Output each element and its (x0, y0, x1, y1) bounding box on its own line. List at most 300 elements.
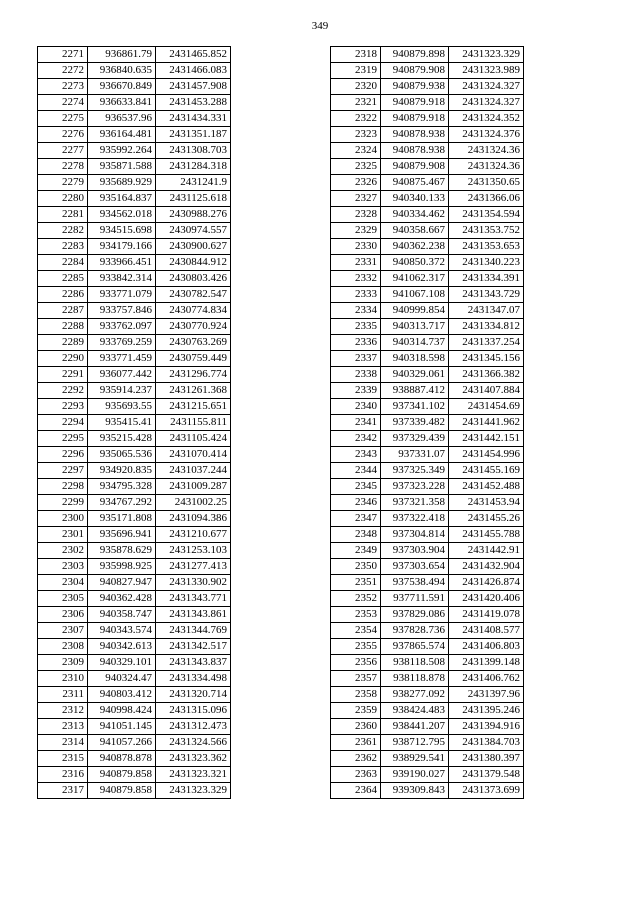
point-number-cell: 2291 (38, 367, 88, 383)
table-row (38, 287, 231, 303)
y-coordinate-cell: 2431334.812 (449, 319, 524, 335)
y-coordinate-cell: 2431261.368 (156, 383, 231, 399)
x-coordinate-cell: 940878.938 (381, 143, 449, 159)
point-number-cell: 2292 (38, 383, 88, 399)
table-row (38, 207, 231, 223)
point-number-cell: 2314 (38, 735, 88, 751)
x-coordinate-cell: 935914.237 (88, 383, 156, 399)
y-coordinate-cell: 2430774.834 (156, 303, 231, 319)
table-row (331, 431, 524, 447)
x-coordinate-cell: 935215.428 (88, 431, 156, 447)
point-number-cell: 2300 (38, 511, 88, 527)
point-number-cell: 2339 (331, 383, 381, 399)
point-number-cell: 2298 (38, 479, 88, 495)
table-row (38, 47, 231, 63)
y-coordinate-cell: 2430770.924 (156, 319, 231, 335)
point-number-cell: 2363 (331, 767, 381, 783)
x-coordinate-cell: 934767.292 (88, 495, 156, 511)
table-row (38, 159, 231, 175)
x-coordinate-cell: 940313.717 (381, 319, 449, 335)
y-coordinate-cell: 2431442.91 (449, 543, 524, 559)
point-number-cell: 2336 (331, 335, 381, 351)
y-coordinate-cell: 2431296.774 (156, 367, 231, 383)
table-row (38, 575, 231, 591)
y-coordinate-cell: 2431324.352 (449, 111, 524, 127)
point-number-cell: 2289 (38, 335, 88, 351)
table-row (38, 751, 231, 767)
point-number-cell: 2332 (331, 271, 381, 287)
x-coordinate-cell: 937828.736 (381, 623, 449, 639)
y-coordinate-cell: 2431343.729 (449, 287, 524, 303)
y-coordinate-cell: 2431324.327 (449, 79, 524, 95)
point-number-cell: 2322 (331, 111, 381, 127)
point-number-cell: 2361 (331, 735, 381, 751)
y-coordinate-cell: 2431454.69 (449, 399, 524, 415)
point-number-cell: 2285 (38, 271, 88, 287)
x-coordinate-cell: 940827.947 (88, 575, 156, 591)
y-coordinate-cell: 2431342.517 (156, 639, 231, 655)
x-coordinate-cell: 935998.925 (88, 559, 156, 575)
y-coordinate-cell: 2431241.9 (156, 175, 231, 191)
table-row (331, 319, 524, 335)
x-coordinate-cell: 936164.481 (88, 127, 156, 143)
y-coordinate-cell: 2430803.426 (156, 271, 231, 287)
x-coordinate-cell: 937331.07 (381, 447, 449, 463)
table-row (38, 511, 231, 527)
table-row (38, 351, 231, 367)
x-coordinate-cell: 937304.814 (381, 527, 449, 543)
point-number-cell: 2271 (38, 47, 88, 63)
point-number-cell: 2345 (331, 479, 381, 495)
y-coordinate-cell: 2431002.25 (156, 495, 231, 511)
point-number-cell: 2343 (331, 447, 381, 463)
table-row (38, 591, 231, 607)
point-number-cell: 2288 (38, 319, 88, 335)
table-row (331, 639, 524, 655)
y-coordinate-cell: 2431384.703 (449, 735, 524, 751)
table-row (38, 239, 231, 255)
y-coordinate-cell: 2431373.699 (449, 783, 524, 799)
x-coordinate-cell: 940362.238 (381, 239, 449, 255)
x-coordinate-cell: 937339.482 (381, 415, 449, 431)
point-number-cell: 2301 (38, 527, 88, 543)
x-coordinate-cell: 937329.439 (381, 431, 449, 447)
point-number-cell: 2349 (331, 543, 381, 559)
x-coordinate-cell: 940999.854 (381, 303, 449, 319)
point-number-cell: 2302 (38, 543, 88, 559)
y-coordinate-cell: 2431009.287 (156, 479, 231, 495)
point-number-cell: 2305 (38, 591, 88, 607)
point-number-cell: 2328 (331, 207, 381, 223)
y-coordinate-cell: 2431408.577 (449, 623, 524, 639)
x-coordinate-cell: 934920.835 (88, 463, 156, 479)
y-coordinate-cell: 2431308.703 (156, 143, 231, 159)
point-number-cell: 2311 (38, 687, 88, 703)
table-row (331, 495, 524, 511)
table-row (38, 415, 231, 431)
y-coordinate-cell: 2431455.26 (449, 511, 524, 527)
point-number-cell: 2304 (38, 575, 88, 591)
table-row (38, 79, 231, 95)
x-coordinate-cell: 937321.358 (381, 495, 449, 511)
x-coordinate-cell: 934179.166 (88, 239, 156, 255)
table-row (331, 127, 524, 143)
point-number-cell: 2357 (331, 671, 381, 687)
y-coordinate-cell: 2430974.557 (156, 223, 231, 239)
y-coordinate-cell: 2430988.276 (156, 207, 231, 223)
y-coordinate-cell: 2431350.65 (449, 175, 524, 191)
x-coordinate-cell: 940324.47 (88, 671, 156, 687)
point-number-cell: 2316 (38, 767, 88, 783)
y-coordinate-cell: 2431125.618 (156, 191, 231, 207)
point-number-cell: 2272 (38, 63, 88, 79)
x-coordinate-cell: 941062.317 (381, 271, 449, 287)
table-body-left (38, 47, 231, 799)
table-row (38, 543, 231, 559)
x-coordinate-cell: 933842.314 (88, 271, 156, 287)
table-row (331, 255, 524, 271)
x-coordinate-cell: 940329.101 (88, 655, 156, 671)
y-coordinate-cell: 2431330.902 (156, 575, 231, 591)
x-coordinate-cell: 934515.698 (88, 223, 156, 239)
y-coordinate-cell: 2431323.989 (449, 63, 524, 79)
y-coordinate-cell: 2431253.103 (156, 543, 231, 559)
x-coordinate-cell: 933762.097 (88, 319, 156, 335)
x-coordinate-cell: 940803.412 (88, 687, 156, 703)
y-coordinate-cell: 2431406.803 (449, 639, 524, 655)
table-row (331, 111, 524, 127)
y-coordinate-cell: 2431320.714 (156, 687, 231, 703)
point-number-cell: 2341 (331, 415, 381, 431)
x-coordinate-cell: 935992.264 (88, 143, 156, 159)
x-coordinate-cell: 940879.858 (88, 783, 156, 799)
y-coordinate-cell: 2431343.771 (156, 591, 231, 607)
point-number-cell: 2281 (38, 207, 88, 223)
x-coordinate-cell: 938118.878 (381, 671, 449, 687)
table-row (331, 399, 524, 415)
x-coordinate-cell: 938441.207 (381, 719, 449, 735)
table-row (38, 255, 231, 271)
x-coordinate-cell: 933757.846 (88, 303, 156, 319)
point-number-cell: 2296 (38, 447, 88, 463)
y-coordinate-cell: 2431466.083 (156, 63, 231, 79)
x-coordinate-cell: 940358.667 (381, 223, 449, 239)
table-row (38, 111, 231, 127)
point-number-cell: 2344 (331, 463, 381, 479)
table-row (38, 527, 231, 543)
table-row (38, 319, 231, 335)
y-coordinate-cell: 2431397.96 (449, 687, 524, 703)
y-coordinate-cell: 2431420.406 (449, 591, 524, 607)
point-number-cell: 2338 (331, 367, 381, 383)
x-coordinate-cell: 941057.266 (88, 735, 156, 751)
point-number-cell: 2303 (38, 559, 88, 575)
point-number-cell: 2283 (38, 239, 88, 255)
point-number-cell: 2279 (38, 175, 88, 191)
point-number-cell: 2278 (38, 159, 88, 175)
point-number-cell: 2318 (331, 47, 381, 63)
table-row (331, 591, 524, 607)
point-number-cell: 2334 (331, 303, 381, 319)
point-number-cell: 2346 (331, 495, 381, 511)
x-coordinate-cell: 940875.467 (381, 175, 449, 191)
y-coordinate-cell: 2431324.376 (449, 127, 524, 143)
table-row (331, 63, 524, 79)
x-coordinate-cell: 937341.102 (381, 399, 449, 415)
y-coordinate-cell: 2431323.321 (156, 767, 231, 783)
table-row (331, 271, 524, 287)
x-coordinate-cell: 937829.086 (381, 607, 449, 623)
point-number-cell: 2320 (331, 79, 381, 95)
x-coordinate-cell: 935693.55 (88, 399, 156, 415)
table-row (38, 335, 231, 351)
table-row (331, 223, 524, 239)
x-coordinate-cell: 934562.018 (88, 207, 156, 223)
table-row (38, 479, 231, 495)
y-coordinate-cell: 2431323.329 (449, 47, 524, 63)
y-coordinate-cell: 2430763.269 (156, 335, 231, 351)
x-coordinate-cell: 940879.898 (381, 47, 449, 63)
x-coordinate-cell: 940850.372 (381, 255, 449, 271)
point-number-cell: 2364 (331, 783, 381, 799)
x-coordinate-cell: 939190.027 (381, 767, 449, 783)
x-coordinate-cell: 938887.412 (381, 383, 449, 399)
y-coordinate-cell: 2431442.151 (449, 431, 524, 447)
x-coordinate-cell: 940879.908 (381, 159, 449, 175)
point-number-cell: 2337 (331, 351, 381, 367)
y-coordinate-cell: 2431419.078 (449, 607, 524, 623)
table-row (38, 655, 231, 671)
point-number-cell: 2327 (331, 191, 381, 207)
y-coordinate-cell: 2431426.874 (449, 575, 524, 591)
y-coordinate-cell: 2431452.488 (449, 479, 524, 495)
point-number-cell: 2308 (38, 639, 88, 655)
point-number-cell: 2348 (331, 527, 381, 543)
point-number-cell: 2295 (38, 431, 88, 447)
table-row (38, 271, 231, 287)
point-number-cell: 2362 (331, 751, 381, 767)
point-number-cell: 2319 (331, 63, 381, 79)
x-coordinate-cell: 935689.929 (88, 175, 156, 191)
table-row (38, 463, 231, 479)
y-coordinate-cell: 2430759.449 (156, 351, 231, 367)
x-coordinate-cell: 940340.133 (381, 191, 449, 207)
point-number-cell: 2309 (38, 655, 88, 671)
point-number-cell: 2347 (331, 511, 381, 527)
x-coordinate-cell: 936633.841 (88, 95, 156, 111)
x-coordinate-cell: 935171.808 (88, 511, 156, 527)
table-row (38, 399, 231, 415)
x-coordinate-cell: 940318.598 (381, 351, 449, 367)
y-coordinate-cell: 2431455.169 (449, 463, 524, 479)
point-number-cell: 2315 (38, 751, 88, 767)
table-row (331, 767, 524, 783)
y-coordinate-cell: 2431453.94 (449, 495, 524, 511)
point-number-cell: 2277 (38, 143, 88, 159)
point-number-cell: 2273 (38, 79, 88, 95)
point-number-cell: 2358 (331, 687, 381, 703)
table-row (38, 735, 231, 751)
point-number-cell: 2310 (38, 671, 88, 687)
table-row (331, 703, 524, 719)
table-row (331, 527, 524, 543)
x-coordinate-cell: 940314.737 (381, 335, 449, 351)
x-coordinate-cell: 940879.918 (381, 95, 449, 111)
point-number-cell: 2356 (331, 655, 381, 671)
y-coordinate-cell: 2431406.762 (449, 671, 524, 687)
x-coordinate-cell: 940998.424 (88, 703, 156, 719)
y-coordinate-cell: 2431210.677 (156, 527, 231, 543)
y-coordinate-cell: 2431323.329 (156, 783, 231, 799)
x-coordinate-cell: 940358.747 (88, 607, 156, 623)
y-coordinate-cell: 2431354.594 (449, 207, 524, 223)
table-row (331, 239, 524, 255)
x-coordinate-cell: 936861.79 (88, 47, 156, 63)
point-number-cell: 2335 (331, 319, 381, 335)
point-number-cell: 2331 (331, 255, 381, 271)
y-coordinate-cell: 2431407.884 (449, 383, 524, 399)
table-row (38, 431, 231, 447)
table-row (331, 447, 524, 463)
x-coordinate-cell: 937711.591 (381, 591, 449, 607)
y-coordinate-cell: 2431337.254 (449, 335, 524, 351)
y-coordinate-cell: 2431379.548 (449, 767, 524, 783)
x-coordinate-cell: 936840.635 (88, 63, 156, 79)
point-number-cell: 2280 (38, 191, 88, 207)
point-number-cell: 2274 (38, 95, 88, 111)
x-coordinate-cell: 940362.428 (88, 591, 156, 607)
table-row (331, 479, 524, 495)
y-coordinate-cell: 2431453.288 (156, 95, 231, 111)
table-row (331, 687, 524, 703)
table-row (38, 607, 231, 623)
y-coordinate-cell: 2431395.246 (449, 703, 524, 719)
table-row (331, 511, 524, 527)
table-row (38, 703, 231, 719)
y-coordinate-cell: 2431454.996 (449, 447, 524, 463)
table-row (38, 191, 231, 207)
x-coordinate-cell: 940342.613 (88, 639, 156, 655)
x-coordinate-cell: 937323.228 (381, 479, 449, 495)
y-coordinate-cell: 2431353.653 (449, 239, 524, 255)
table-row (38, 175, 231, 191)
point-number-cell: 2354 (331, 623, 381, 639)
table-row (331, 559, 524, 575)
coordinates-table-left (37, 46, 231, 799)
point-number-cell: 2342 (331, 431, 381, 447)
table-row (38, 671, 231, 687)
point-number-cell: 2351 (331, 575, 381, 591)
x-coordinate-cell: 935871.588 (88, 159, 156, 175)
y-coordinate-cell: 2431345.156 (449, 351, 524, 367)
point-number-cell: 2282 (38, 223, 88, 239)
x-coordinate-cell: 933966.451 (88, 255, 156, 271)
y-coordinate-cell: 2431434.331 (156, 111, 231, 127)
point-number-cell: 2284 (38, 255, 88, 271)
x-coordinate-cell: 933769.259 (88, 335, 156, 351)
table-row (38, 719, 231, 735)
x-coordinate-cell: 941051.145 (88, 719, 156, 735)
table-row (331, 623, 524, 639)
point-number-cell: 2312 (38, 703, 88, 719)
table-row (331, 79, 524, 95)
x-coordinate-cell: 935878.629 (88, 543, 156, 559)
x-coordinate-cell: 938424.483 (381, 703, 449, 719)
point-number-cell: 2353 (331, 607, 381, 623)
x-coordinate-cell: 940878.878 (88, 751, 156, 767)
table-row (331, 543, 524, 559)
table-row (38, 783, 231, 799)
coordinates-table-right (330, 46, 524, 799)
table-row (331, 287, 524, 303)
table-row (38, 303, 231, 319)
x-coordinate-cell: 938277.092 (381, 687, 449, 703)
x-coordinate-cell: 934795.328 (88, 479, 156, 495)
y-coordinate-cell: 2431343.861 (156, 607, 231, 623)
table-row (38, 639, 231, 655)
table-body-right (331, 47, 524, 799)
point-number-cell: 2350 (331, 559, 381, 575)
point-number-cell: 2287 (38, 303, 88, 319)
x-coordinate-cell: 938118.508 (381, 655, 449, 671)
point-number-cell: 2299 (38, 495, 88, 511)
y-coordinate-cell: 2431323.362 (156, 751, 231, 767)
y-coordinate-cell: 2431344.769 (156, 623, 231, 639)
y-coordinate-cell: 2431324.566 (156, 735, 231, 751)
table-row (331, 351, 524, 367)
table-row (331, 463, 524, 479)
point-number-cell: 2321 (331, 95, 381, 111)
table-row (331, 335, 524, 351)
point-number-cell: 2329 (331, 223, 381, 239)
point-number-cell: 2276 (38, 127, 88, 143)
y-coordinate-cell: 2431155.811 (156, 415, 231, 431)
table-row (331, 159, 524, 175)
point-number-cell: 2306 (38, 607, 88, 623)
y-coordinate-cell: 2431353.752 (449, 223, 524, 239)
point-number-cell: 2275 (38, 111, 88, 127)
x-coordinate-cell: 940879.938 (381, 79, 449, 95)
y-coordinate-cell: 2430782.547 (156, 287, 231, 303)
point-number-cell: 2290 (38, 351, 88, 367)
table-row (331, 671, 524, 687)
x-coordinate-cell: 937538.494 (381, 575, 449, 591)
y-coordinate-cell: 2431457.908 (156, 79, 231, 95)
y-coordinate-cell: 2431094.386 (156, 511, 231, 527)
point-number-cell: 2340 (331, 399, 381, 415)
x-coordinate-cell: 940879.918 (381, 111, 449, 127)
table-row (331, 95, 524, 111)
table-row (38, 495, 231, 511)
x-coordinate-cell: 940879.858 (88, 767, 156, 783)
table-row (38, 383, 231, 399)
table-row (331, 783, 524, 799)
table-row (331, 367, 524, 383)
x-coordinate-cell: 940343.574 (88, 623, 156, 639)
table-row (331, 175, 524, 191)
point-number-cell: 2360 (331, 719, 381, 735)
point-number-cell: 2307 (38, 623, 88, 639)
point-number-cell: 2323 (331, 127, 381, 143)
point-number-cell: 2355 (331, 639, 381, 655)
table-row (331, 143, 524, 159)
x-coordinate-cell: 933771.079 (88, 287, 156, 303)
point-number-cell: 2330 (331, 239, 381, 255)
table-row (331, 719, 524, 735)
y-coordinate-cell: 2431441.962 (449, 415, 524, 431)
point-number-cell: 2286 (38, 287, 88, 303)
table-row (331, 607, 524, 623)
